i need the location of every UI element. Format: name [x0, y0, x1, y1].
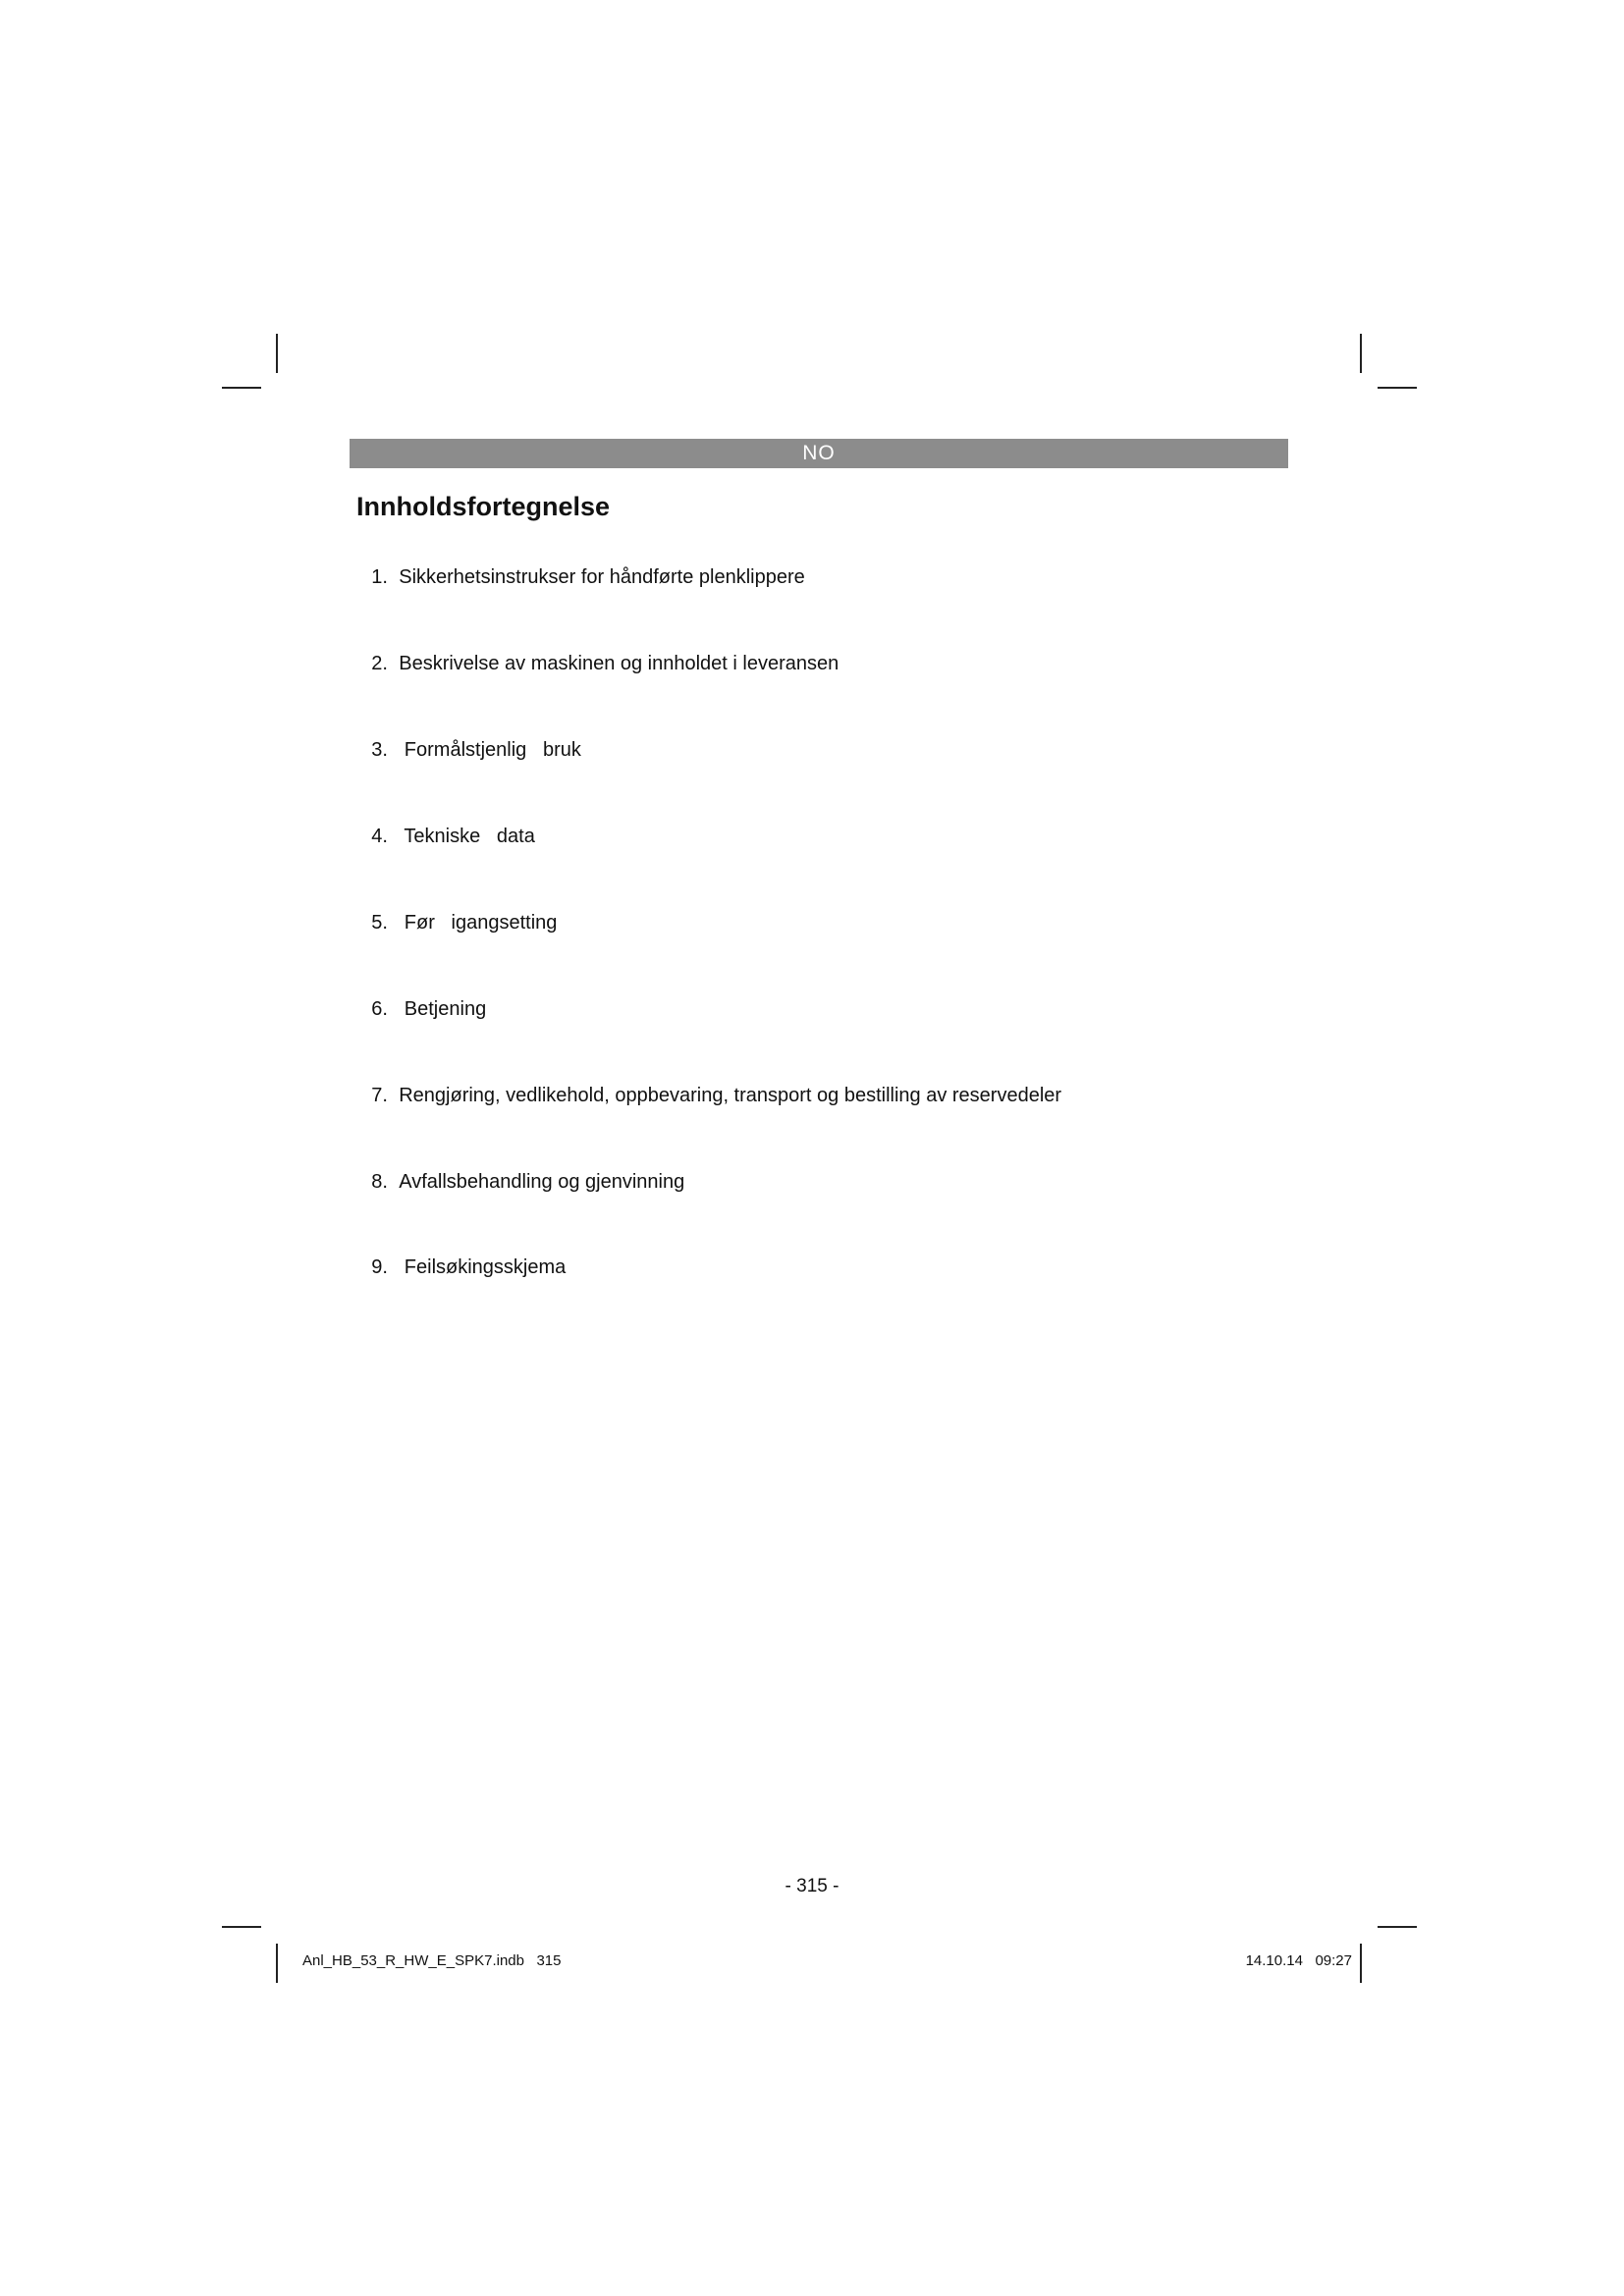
- toc-item-number: 2.: [371, 653, 388, 675]
- toc-item-text: Før igangsetting: [399, 911, 558, 934]
- language-header-bar: [350, 439, 1288, 468]
- crop-mark-top-left-vertical: [276, 334, 278, 373]
- page-number: - 315 -: [785, 1876, 839, 1896]
- toc-item-number: 7.: [371, 1084, 388, 1106]
- toc-item[interactable]: [350, 881, 1061, 967]
- toc-item-text: Beskrivelse av maskinen og innholdet i leveransen: [399, 653, 839, 675]
- crop-mark-bottom-right-vertical: [1360, 1944, 1362, 1983]
- toc-item-text: Formålstjenlig bruk: [399, 739, 581, 762]
- toc-item[interactable]: [350, 708, 1061, 794]
- crop-mark-bottom-right-horizontal: [1378, 1926, 1417, 1928]
- toc-item-number: 1.: [371, 566, 388, 589]
- toc-item[interactable]: [350, 621, 1061, 708]
- toc-item-text: Betjening: [399, 997, 487, 1020]
- toc-item-number: 3.: [371, 739, 388, 762]
- toc-item-text: Feilsøkingsskjema: [399, 1256, 567, 1279]
- toc-item[interactable]: [350, 1139, 1061, 1225]
- footer-file-info: Anl_HB_53_R_HW_E_SPK7.indb 315: [302, 1952, 562, 1969]
- toc-item[interactable]: [350, 966, 1061, 1052]
- toc-item-number: 5.: [371, 911, 388, 934]
- crop-mark-bottom-left-horizontal: [222, 1926, 261, 1928]
- footer-date-time: 14.10.14 09:27: [1245, 1952, 1352, 1969]
- toc-item-number: 9.: [371, 1256, 388, 1279]
- toc-item-text: Tekniske data: [399, 825, 535, 847]
- toc-item-number: 4.: [371, 825, 388, 847]
- toc-title: Innholdsfortegnelse: [356, 492, 611, 521]
- toc-item-number: 6.: [371, 997, 388, 1020]
- toc-list: [350, 535, 1061, 1311]
- crop-mark-top-left-horizontal: [222, 387, 261, 389]
- toc-item[interactable]: [350, 1052, 1061, 1139]
- toc-item-number: 8.: [371, 1170, 388, 1193]
- crop-mark-bottom-left-vertical: [276, 1944, 278, 1983]
- toc-item-text: Rengjøring, vedlikehold, oppbevaring, transport og bestilling av reservedeler: [399, 1084, 1062, 1106]
- crop-mark-top-right-vertical: [1360, 334, 1362, 373]
- language-code: NO: [802, 442, 836, 464]
- toc-item-text: Sikkerhetsinstrukser for håndførte plenklippere: [399, 566, 805, 589]
- crop-mark-top-right-horizontal: [1378, 387, 1417, 389]
- toc-item[interactable]: [350, 794, 1061, 881]
- toc-item-text: Avfallsbehandling og gjenvinning: [399, 1170, 685, 1193]
- toc-item[interactable]: [350, 1225, 1061, 1311]
- toc-item[interactable]: [350, 535, 1061, 621]
